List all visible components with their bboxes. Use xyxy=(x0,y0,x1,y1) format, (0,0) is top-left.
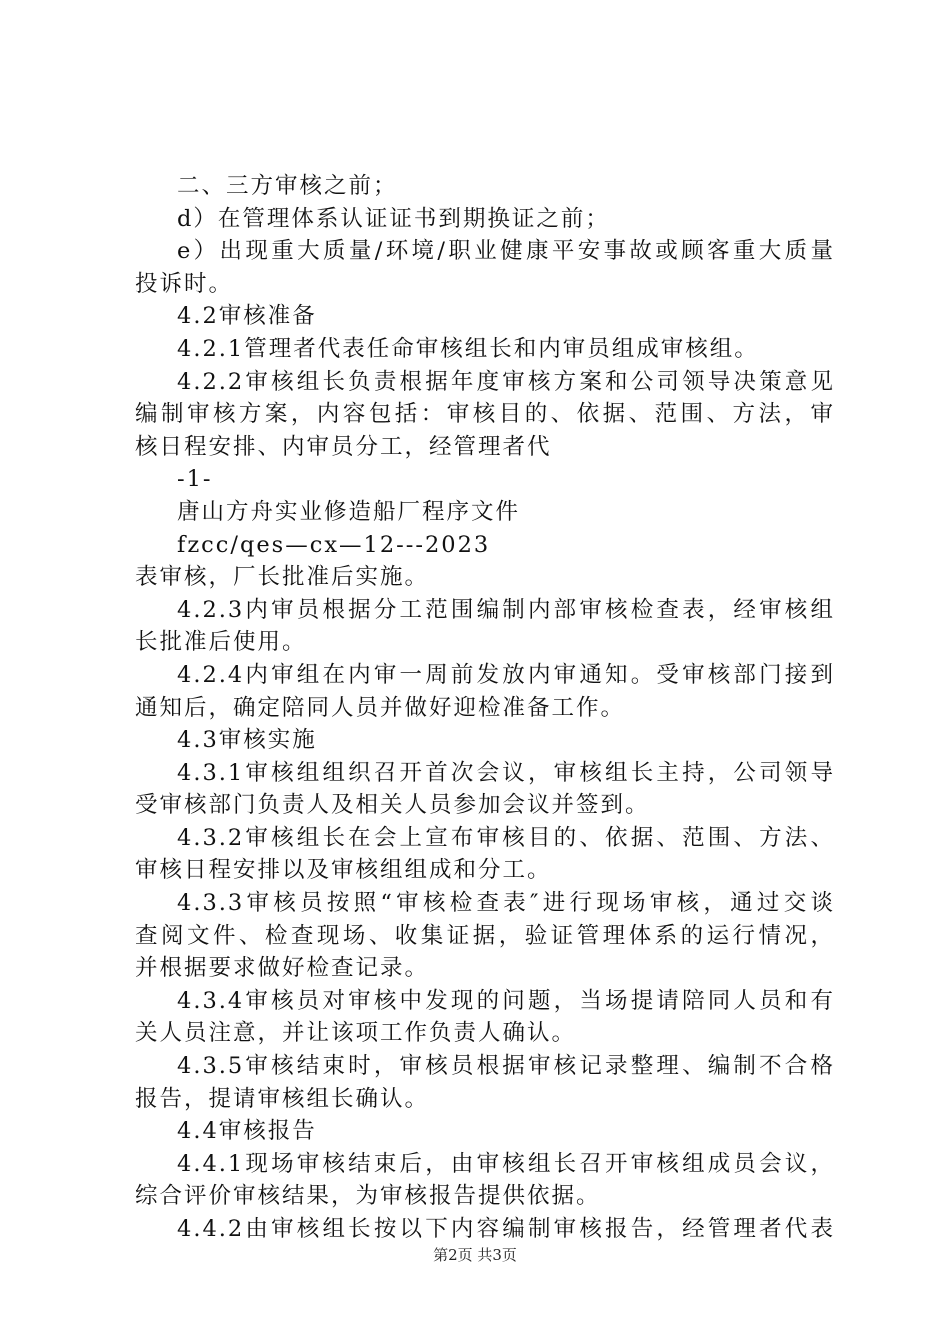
text-line: 表审核，厂长批准后实施。 xyxy=(135,564,430,591)
page-marker: -1- xyxy=(177,466,213,493)
text-line: 综合评价审核结果，为审核报告提供依据。 xyxy=(135,1183,601,1210)
text-line: 4.3.1审核组组织召开首次会议，审核组长主持，公司领导 xyxy=(177,759,835,786)
text-line: 4.4.2由审核组长按以下内容编制审核报告，经管理者代表 xyxy=(177,1216,835,1242)
text-line: 4.4.1现场审核结束后，由审核组长召开审核组成员会议， xyxy=(177,1150,835,1177)
document-body xyxy=(135,170,835,1246)
text-line: 4.3.5审核结束时，审核员根据审核记录整理、编制不合格 xyxy=(177,1053,835,1080)
text-line: 编制审核方案，内容包括：审核目的、依据、范围、方法，审 xyxy=(135,401,835,428)
text-line: 核日程安排、内审员分工，经管理者代 xyxy=(135,433,552,460)
text-line: 4.3.2审核组长在会上宣布审核目的、依据、范围、方法、 xyxy=(177,824,835,851)
text-line: 4.2.2审核组长负责根据年度审核方案和公司领导决策意见 xyxy=(177,368,835,395)
text-line: 审核日程安排以及审核组组成和分工。 xyxy=(135,857,552,884)
text-line: 报告，提请审核组长确认。 xyxy=(135,1085,430,1112)
text-line: d）在管理体系认证证书到期换证之前； xyxy=(177,205,610,232)
document-header-title: 唐山方舟实业修造船厂程序文件 xyxy=(177,498,521,525)
text-line: 投诉时。 xyxy=(135,270,234,297)
page-number-label: 第2页 共3页 xyxy=(433,1246,517,1264)
text-line: 关人员注意，并让该项工作负责人确认。 xyxy=(135,1020,577,1047)
section-heading: 4.4审核报告 xyxy=(177,1118,317,1145)
text-line: 4.2.3内审员根据分工范围编制内部审核检查表，经审核组 xyxy=(177,596,835,623)
text-line: 4.3.3审核员按照“审核检查表″进行现场审核，通过交谈 xyxy=(177,890,835,917)
text-line: 4.3.4审核员对审核中发现的问题，当场提请陪同人员和有 xyxy=(177,987,835,1014)
section-heading: 4.2审核准备 xyxy=(177,303,317,330)
text-line: 二、三方审核之前； xyxy=(177,173,398,199)
text-line: 并根据要求做好检查记录。 xyxy=(135,955,430,982)
text-line: 4.2.1管理者代表任命审核组长和内审员组成审核组。 xyxy=(177,335,759,362)
text-line: 受审核部门负责人及相关人员参加会议并签到。 xyxy=(135,792,650,819)
text-line: 查阅文件、检查现场、收集证据，验证管理体系的运行情况， xyxy=(135,922,835,949)
text-line: 长批准后使用。 xyxy=(135,629,307,656)
text-line: 4.2.4内审组在内审一周前发放内审通知。受审核部门接到 xyxy=(177,661,835,688)
text-line: e）出现重大质量/环境/职业健康平安事故或顾客重大质量 xyxy=(177,238,835,265)
text-line: 通知后，确定陪同人员并做好迎检准备工作。 xyxy=(135,694,626,721)
document-code: fzcc/qes—cx—12---2023 xyxy=(177,531,491,558)
section-heading: 4.3审核实施 xyxy=(177,727,317,754)
page-footer xyxy=(0,1244,950,1265)
